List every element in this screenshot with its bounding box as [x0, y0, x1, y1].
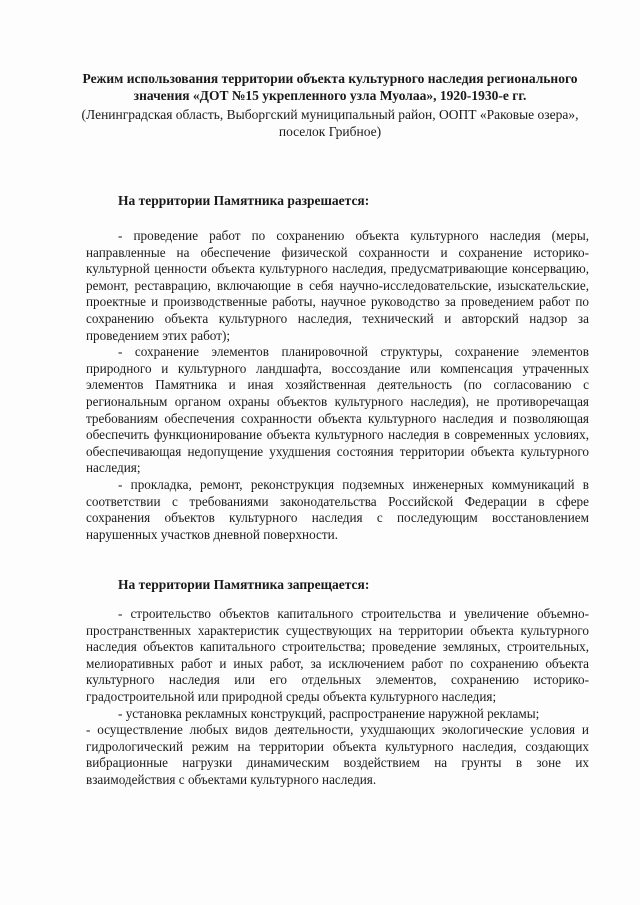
- allowed-item: - проведение работ по сохранению объекта культурного наследия (меры, направленные на обеспечение физической сохранности и сохранение историко-культурной ценности объекта культурного наследия, предусматривающие консервацию, ремонт, реставрацию, включающие в себя научно-исследовательские, изыскательские, проектные и производственные работы, научное руководство за проведением работ по сохранению объекта культурного наследия, технический и авторский надзор за проведением этих работ);: [86, 228, 589, 343]
- prohibited-list: [86, 606, 589, 789]
- prohibited-item: - установка рекламных конструкций, распространение наружной рекламы;: [118, 705, 540, 721]
- prohibited-item: - осуществление любых видов деятельности, ухудшающих экологические условия и гидрологический режим на территории объекта культурного наследия, создающих вибрационные нагрузки динамическим воздействием на грунты в зоне их взаимодействия с объектами культурного наследия.: [86, 722, 589, 787]
- document-title: Режим использования территории объекта культурного наследия регионального значения «ДОТ №15 укрепленного узла Муолаа», 1920-1930-е гг.: [82, 71, 578, 103]
- prohibited-item: - строительство объектов капитального строительства и увеличение объемно-пространственных характеристик существующих на территории объекта культурного наследия объектов капитального строительства; проведение земляных, строительных, мелиоративных работ и иных работ, за исключением работ по сохранению объекта культурного наследия или его отдельных элементов, сохранению историко-градостроительной или природной среды объекта культурного наследия;: [86, 606, 589, 704]
- allowed-list: [86, 228, 589, 543]
- allowed-item: - сохранение элементов планировочной структуры, сохранение элементов природного и культурного ландшафта, воссоздание или компенсация утраченных элементов Памятника и иная хозяйственная деятельность (по согласованию с региональным органом охраны объектов культурного наследия), не противоречащая требованиям обеспечения сохранности объекта культурного наследия и позволяющая обеспечить функционирование объекта культурного наследия в современных условиях, обеспечивающая недопущение ухудшения состояния территории объекта культурного наследия;: [86, 344, 589, 476]
- document-subtitle: (Ленинградская область, Выборгский муниципальный район, ООПТ «Раковые озера», поселок Грибное): [81, 107, 579, 139]
- document-header: [80, 70, 580, 140]
- allowed-heading: На территории Памятника разрешается:: [118, 193, 370, 208]
- allowed-item: - прокладка, ремонт, реконструкция подземных инженерных коммуникаций в соответствии с требованиями законодательства Российской Федерации в сфере сохранения объектов культурного наследия с последующим восстановлением нарушенных участков дневной поверхности.: [86, 476, 589, 542]
- prohibited-heading: На территории Памятника запрещается:: [118, 577, 370, 592]
